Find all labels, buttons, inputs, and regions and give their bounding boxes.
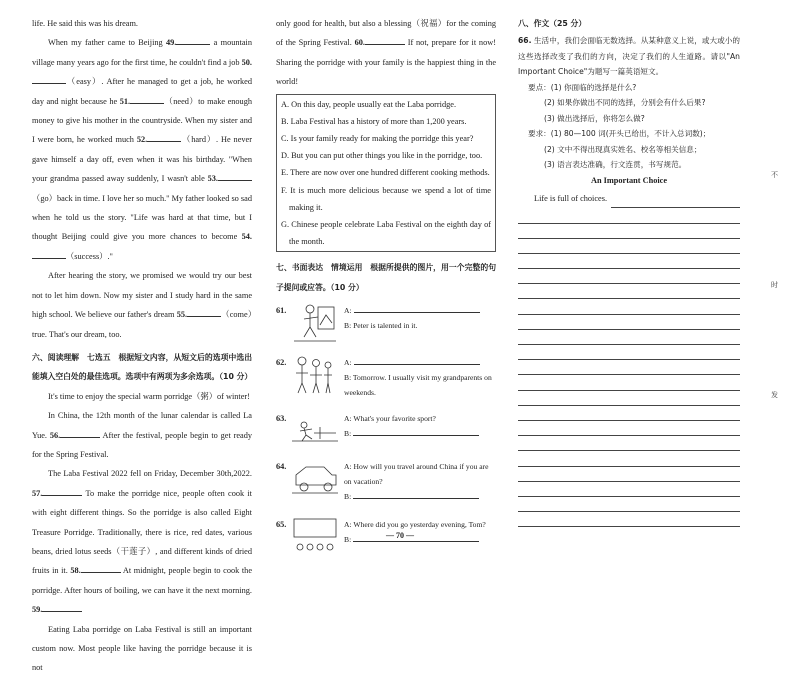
essay-point: (2) 如果你做出不同的选择，分别会有什么后果? xyxy=(544,98,706,108)
question-number: 61. xyxy=(276,306,287,316)
option-item: D. But you can put other things you like in the porridge, too. xyxy=(281,151,483,161)
essay-requirement: (3) 语言表达准确，行文连贯，书写规范。 xyxy=(544,160,687,170)
writing-line[interactable] xyxy=(518,330,740,345)
question-number: 62. xyxy=(276,358,287,368)
essay-first-line: Life is full of choices. xyxy=(518,189,740,208)
column-right xyxy=(518,14,740,527)
writing-line[interactable] xyxy=(518,451,740,466)
section-heading: 七、书面表达 情境运用 根据所提供的图片，用一个完整的句子提问或应答。（10 分） xyxy=(276,263,496,292)
option-item: E. There are now over one hundred different cooking methods. xyxy=(281,168,490,178)
answer-blank[interactable] xyxy=(218,171,252,181)
dialog-item xyxy=(276,353,496,409)
writing-line[interactable] xyxy=(518,239,740,254)
passage-paragraph: only good for health, but also a blessing（祝福）for the coming of the Spring Festival. 60. If not, prepare for it now! Sharing the porridge with your family is the happiest thing in the world! xyxy=(276,19,496,87)
section-heading: 六、阅读理解 七选五 根据短文内容，从短文后的选项中选出能填入空白处的最佳选项。选项中有两项为多余选项。（10 分） xyxy=(32,352,253,382)
column-left xyxy=(32,14,252,678)
page-number: — 70 — xyxy=(386,531,414,540)
question-number: 59. xyxy=(32,605,43,615)
writing-line[interactable] xyxy=(518,299,740,314)
question-number: 55. xyxy=(176,310,188,320)
question-number: 65. xyxy=(276,520,287,530)
question-number: 66. xyxy=(518,36,532,46)
writing-line[interactable] xyxy=(518,315,740,330)
passage-paragraph: The Laba Festival 2022 fell on Friday, December 30th,2022. 57. To make the porridge nice, people often cook it with eight different things. So the porridge is also called Eight Treasure Porridge. Traditionally, there is rice, red dates, various beans, dried lotus seeds（干莲子）, and different kinds of dried fruits in it. 58. At midnight, people begin to cook the porridge. After hours of boiling, we can have it the next morning. 59. xyxy=(32,469,252,615)
question-number: 52. xyxy=(136,135,148,145)
question-number: 49. xyxy=(165,38,177,48)
passage-text: life. He said this was his dream. xyxy=(32,19,138,28)
question-number: 53. xyxy=(207,174,218,184)
writing-line[interactable] xyxy=(518,284,740,299)
writing-line[interactable] xyxy=(518,512,740,527)
passage-paragraph: When my father came to Beijing 49. a mountain village many years ago for the first time, he couldn't find a job 50.（easy）. After he managed to get a job, he worked day and night because he 51. （need）to make enough money to give his mother in the countryside. When my sister and I were born, he worked much 52. （hard）. He never gave himself a day off, even when it was his birthday. "When your grandma passed away suddenly, I wasn't able 53.（go）back in time. I love her so much." My father looked so sad when he told us the story. "Life was hard at that time, but I thought Beijing could give you more chances to become 54.（success）." xyxy=(32,33,252,266)
writing-line[interactable] xyxy=(518,482,740,497)
dialog-item xyxy=(276,515,496,567)
passage-paragraph: Eating Laba porridge on Laba Festival is still an important custom now. Most people like having the porridge because it is not xyxy=(32,624,252,673)
option-item: B. Laba Festival has a history of more than 1,200 years. xyxy=(281,116,467,126)
answer-blank[interactable] xyxy=(32,249,66,259)
answer-line[interactable] xyxy=(353,490,479,499)
question-number: 50. xyxy=(241,57,252,67)
dialog-lines: A: What's your favorite sport? B: xyxy=(344,411,496,441)
writing-line[interactable] xyxy=(518,345,740,360)
answer-blank[interactable] xyxy=(32,74,66,84)
question-number: 60. xyxy=(354,38,365,48)
dialog-lines: A: How will you travel around China if you are on vacation? B: xyxy=(344,462,489,502)
side-mark: 发 xyxy=(771,391,778,399)
writing-line[interactable] xyxy=(518,436,740,451)
essay-title: An Important Choice xyxy=(590,175,668,185)
answer-blank[interactable] xyxy=(130,94,164,104)
question-number: 64. xyxy=(276,462,287,472)
writing-line[interactable] xyxy=(518,467,740,482)
passage-paragraph: In China, the 12th month of the lunar calendar is called La Yue. 56. After the festival, people begin to get ready for the Spring Festival. xyxy=(32,411,252,459)
question-number: 58. xyxy=(70,566,81,576)
options-box xyxy=(276,94,496,253)
writing-line[interactable] xyxy=(518,421,740,436)
writing-line[interactable] xyxy=(518,360,740,375)
answer-blank[interactable] xyxy=(147,132,181,142)
answer-line[interactable] xyxy=(354,356,480,365)
dialog-item xyxy=(276,301,496,353)
section-heading: 八、作文（25 分） xyxy=(518,19,587,28)
option-item: G. Chinese people celebrate Laba Festival on the eighth day of the month. xyxy=(281,220,491,247)
answer-line[interactable] xyxy=(354,304,480,313)
writing-area[interactable] xyxy=(518,208,740,527)
option-item: A. On this day, people usually eat the Laba porridge. xyxy=(281,99,457,109)
answer-blank[interactable] xyxy=(81,563,121,573)
essay-prompt: 66. 生活中，我们会面临无数选择。从某种意义上说，或大或小的这些选择改变了我们的方向，决定了我们的人生道路。请以"An Important Choice"为题写一篇英语短文。 xyxy=(518,36,741,77)
answer-blank[interactable] xyxy=(42,486,82,496)
option-item: F. It is much more delicious because we spend a lot of time making it. xyxy=(281,185,491,212)
sport-illustration xyxy=(290,409,340,445)
writing-line[interactable] xyxy=(518,208,740,223)
option-item: C. Is your family ready for making the porridge this year? xyxy=(281,134,474,144)
answer-line[interactable] xyxy=(353,427,479,436)
writing-line[interactable] xyxy=(518,497,740,512)
question-number: 56. xyxy=(49,430,61,440)
writing-line[interactable] xyxy=(518,254,740,269)
essay-requirement: 要求：(1) 80—100 词(开头已给出，不计入总词数)； xyxy=(528,129,711,139)
writing-line[interactable] xyxy=(518,269,740,284)
dialog-lines: A: B: Tomorrow. I usually visit my grandparents on weekends. xyxy=(344,358,492,398)
writing-line[interactable] xyxy=(518,391,740,406)
answer-blank[interactable] xyxy=(187,307,221,317)
writing-line[interactable] xyxy=(518,406,740,421)
painter-illustration xyxy=(290,301,340,345)
writing-line[interactable] xyxy=(518,375,740,390)
writing-line[interactable] xyxy=(611,195,740,208)
answer-blank[interactable] xyxy=(365,35,405,45)
passage-paragraph: It's time to enjoy the special warm porridge（粥）of winter! xyxy=(48,391,250,401)
essay-point: (3) 做出选择后，你将怎么做? xyxy=(544,113,645,123)
question-number: 54. xyxy=(241,232,252,242)
passage-paragraph: After hearing the story, we promised we would try our best not to let him down. Now my sister and I study hard in the same high school. We believe our father's dream 55. （come）true. That's our dream, too. xyxy=(32,271,252,339)
question-number: 51. xyxy=(119,96,131,106)
column-middle xyxy=(276,14,496,567)
writing-line[interactable] xyxy=(518,224,740,239)
answer-blank[interactable] xyxy=(176,35,210,45)
essay-point: 要点：(1) 你面临的选择是什么? xyxy=(528,82,637,92)
car-illustration xyxy=(290,457,340,497)
family-illustration xyxy=(290,353,340,397)
dialog-lines: A: Where did you go yesterday evening, Tom? B: xyxy=(344,520,486,545)
answer-blank[interactable] xyxy=(60,428,100,438)
essay-requirement: (2) 文中不得出现真实姓名、校名等相关信息； xyxy=(544,144,702,154)
side-mark: 时 xyxy=(771,281,778,289)
side-mark: 不 xyxy=(771,171,778,179)
dialog-item xyxy=(276,457,496,515)
dialog-item xyxy=(276,409,496,457)
question-number: 63. xyxy=(276,414,287,424)
question-number: 57. xyxy=(32,488,43,498)
answer-blank[interactable] xyxy=(42,602,82,612)
dialog-lines: A: B: Peter is talented in it. xyxy=(344,303,496,333)
